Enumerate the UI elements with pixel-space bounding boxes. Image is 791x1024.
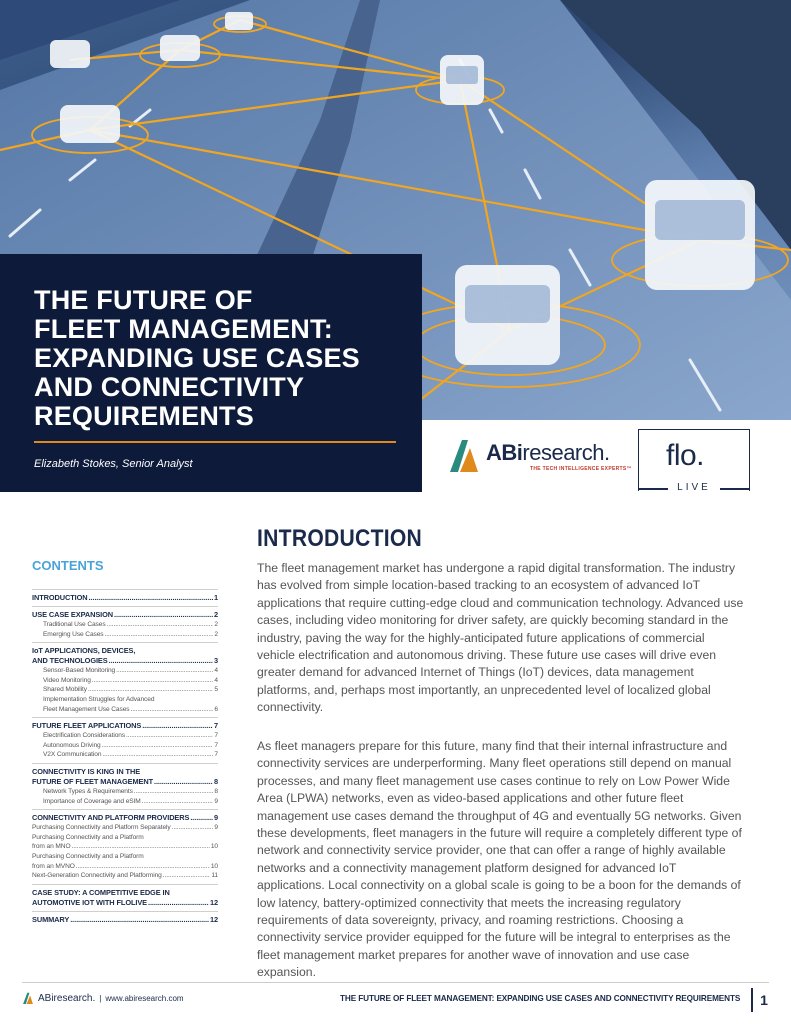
toc-subentry-page: 6 (214, 705, 218, 713)
toc-subentry-page: 2 (214, 621, 218, 628)
toc-subentry[interactable] (32, 731, 218, 741)
toc-subentry-line1[interactable] (32, 833, 218, 843)
title-panel (0, 254, 422, 492)
footer-brand-name: ABiresearch. (38, 992, 96, 1004)
toc-entry-label: USE CASE EXPANSION (32, 610, 114, 619)
toc-subentry[interactable] (32, 676, 218, 686)
toc-heading: CONTENTS (32, 558, 104, 573)
author-line: Elizabeth Stokes, Senior Analyst (34, 458, 193, 470)
toc-subentry-page: 2 (214, 630, 218, 638)
toc-section-introduction (32, 589, 218, 603)
table-of-contents (32, 558, 218, 928)
abi-mark-icon (448, 438, 480, 472)
toc-subentry-page: 10 (210, 862, 218, 870)
toc-subentry-page: 10 (210, 843, 218, 851)
toc-entry-label: FUTURE OF FLEET MANAGEMENT (32, 776, 153, 786)
flolive-line-right (720, 488, 750, 490)
toc-section-connectivity-king (32, 763, 218, 806)
toc-section-iot-applications (32, 642, 218, 714)
toc-subentry[interactable] (32, 666, 218, 676)
toc-entry[interactable] (32, 610, 218, 620)
toc-subentry-label: Shared Mobility (43, 686, 87, 694)
toc-section-use-case-expansion (32, 606, 218, 639)
toc-subentry[interactable] (32, 797, 218, 807)
toc-subentry-label: from an MNO (32, 843, 71, 851)
toc-entry-line1[interactable] (32, 888, 218, 898)
toc-subentry[interactable] (32, 823, 218, 833)
toc-subentry-line1[interactable] (32, 852, 218, 862)
toc-subentry[interactable] (32, 842, 218, 852)
toc-entry[interactable] (32, 656, 218, 666)
toc-entry-line1[interactable] (32, 646, 218, 656)
toc-subentry-label: Emerging Use Cases (43, 630, 104, 638)
toc-entry-page: 9 (213, 813, 218, 823)
toc-subentry-label: Network Types & Requirements (43, 787, 133, 795)
footer-document-title: THE FUTURE OF FLEET MANAGEMENT: EXPANDING USE CASES AND CONNECTIVITY REQUIREMENTS (340, 994, 741, 1003)
toc-subentry-page: 4 (214, 676, 218, 684)
toc-entry-label: CASE STUDY: A COMPETITIVE EDGE IN (32, 887, 170, 897)
toc-subentry-label: Autonomous Driving (43, 741, 101, 749)
toc-subentry-page: 8 (214, 787, 218, 795)
toc-subentry-label: Video Monitoring (43, 676, 91, 684)
toc-subentry-label: Implementation Struggles for Advanced (43, 695, 155, 703)
toc-entry-label: CONNECTIVITY IS KING IN THE (32, 766, 141, 776)
toc-subentry-page: 7 (214, 741, 218, 749)
toc-entry-page: 12 (209, 914, 218, 924)
title-divider (34, 441, 396, 443)
toc-entry-page: 1 (213, 593, 218, 602)
toc-subentry-label: Sensor-Based Monitoring (43, 667, 116, 675)
toc-subentry[interactable] (32, 685, 218, 695)
toc-entry-label: INTRODUCTION (32, 593, 88, 602)
toc-entry[interactable] (32, 898, 218, 908)
toc-subentry[interactable] (32, 750, 218, 760)
toc-subentry-line1[interactable] (32, 695, 218, 705)
toc-subentry-page: 7 (214, 732, 218, 740)
flolive-live-text: LIVE (677, 482, 711, 493)
toc-subentry[interactable] (32, 705, 218, 715)
toc-entry[interactable] (32, 915, 218, 925)
flolive-logo (638, 429, 750, 491)
toc-entry-line1[interactable] (32, 767, 218, 777)
toc-subentry-page: 5 (214, 686, 218, 694)
toc-entry-label: SUMMARY (32, 914, 70, 924)
toc-subentry-label: Traditional Use Cases (43, 621, 106, 628)
toc-section-case-study (32, 884, 218, 908)
toc-entry-label: AUTOMOTIVE IOT WITH FLOLIVE (32, 897, 147, 907)
abi-tagline: THE TECH INTELLIGENCE EXPERTS™ (530, 466, 632, 472)
toc-subentry-label: Importance of Coverage and eSIM (43, 797, 141, 805)
footer-brand (22, 992, 184, 1004)
toc-subentry[interactable] (32, 787, 218, 797)
toc-subentry-page: 4 (214, 667, 218, 675)
footer-url-link[interactable]: www.abiresearch.com (105, 993, 184, 1003)
document-title: THE FUTURE OF FLEET MANAGEMENT: EXPANDING USE CASES AND CONNECTIVITY REQUIREMENTS (34, 285, 360, 431)
flolive-wordmark: flo. (666, 439, 705, 472)
abi-mark-icon (22, 992, 34, 1004)
toc-section-future-fleet (32, 717, 218, 760)
toc-subentry-page: 9 (214, 824, 218, 832)
toc-entry-label: FUTURE FLEET APPLICATIONS (32, 721, 142, 731)
toc-entry-page: 7 (213, 721, 218, 731)
abi-research-logo (448, 436, 632, 476)
toc-entry[interactable] (32, 777, 218, 787)
toc-subentry-label: Purchasing Connectivity and Platform Separately (32, 824, 171, 832)
section-heading-introduction: INTRODUCTION (257, 525, 423, 552)
toc-entry-label: CONNECTIVITY AND PLATFORM PROVIDERS (32, 813, 190, 823)
toc-subentry-page: 9 (214, 797, 218, 805)
toc-entry-page: 3 (213, 656, 218, 666)
abi-wordmark: ABiresearch. (486, 440, 610, 465)
page-number: 1 (751, 988, 775, 1012)
toc-subentry[interactable] (32, 862, 218, 872)
footer-divider (22, 982, 769, 983)
toc-subentry-label: Fleet Management Use Cases (43, 705, 130, 713)
toc-subentry-label: V2X Communication (43, 751, 102, 759)
toc-subentry-label: Next-Generation Connectivity and Platforming (32, 872, 162, 880)
toc-subentry-label: Purchasing Connectivity and a Platform (32, 833, 144, 841)
footer-separator: | (99, 993, 102, 1003)
paragraph: The fleet management market has undergone a rapid digital transformation. The industry has evolved from simple location-based tracking to an ecosystem of advanced IoT applications that require cutting-edge cloud and communication technology. Advanced use cases, including video monitoring for driver safety, are quickly becoming standard in the industry, paving the way for the highly-anticipated future applications of commercial vehicle electrification and autonomous driving. These future use cases will drive even greater demand for advanced Internet of Things (IoT) devices, data management platforms, and, perhaps most importantly, an unprecedented level of localized global connectivity. (257, 561, 744, 715)
toc-subentry[interactable] (32, 871, 218, 881)
paragraph: As fleet managers prepare for this future, many find that their internal infrastructure and connectivity services are underperforming. Many fleet operations still depend on manual processes, and many fleet management use cases continue to rely on Low Power Wide Area (LPWA) networks, even as video-based applications and other future fleet management use cases demand the throughput of 4G and eventually 5G networks. Given these developments, fleet managers in the future will require a completely different type of network and connectivity service provider, one that can offer a range of highly available networks and a connectivity management platform designed for advanced IoT applications. Local connectivity on a global scale is going to be a boon for the demands of low latency, battery-optimized connectivity that meets the increasing regulatory requirements of data sovereignty, privacy, and roaming restrictions. Choosing a connectivity service provider equipped for the future will be integral to enterprises as the fleet management market prepares for another wave of innovation and use case expansion. (257, 739, 742, 980)
toc-entry-label: AND TECHNOLOGIES (32, 656, 108, 666)
toc-subentry-page: 7 (214, 751, 218, 759)
toc-entry[interactable] (32, 721, 218, 731)
toc-entry-page: 2 (213, 610, 218, 619)
toc-entry-page: 8 (213, 776, 218, 786)
toc-subentry-label: Electrification Considerations (43, 732, 126, 740)
toc-subentry[interactable] (32, 741, 218, 751)
toc-subentry[interactable] (32, 620, 218, 630)
toc-subentry-label: from an MVNO (32, 862, 75, 870)
toc-entry[interactable] (32, 593, 218, 603)
toc-entry-page: 12 (209, 897, 218, 907)
toc-section-summary (32, 911, 218, 925)
toc-subentry-label: Purchasing Connectivity and a Platform (32, 852, 144, 860)
toc-section-connectivity-providers (32, 809, 218, 881)
toc-subentry-page: 11 (211, 872, 218, 880)
toc-subentry[interactable] (32, 630, 218, 640)
toc-entry[interactable] (32, 813, 218, 823)
toc-entry-label: IoT APPLICATIONS, DEVICES, (32, 646, 136, 656)
